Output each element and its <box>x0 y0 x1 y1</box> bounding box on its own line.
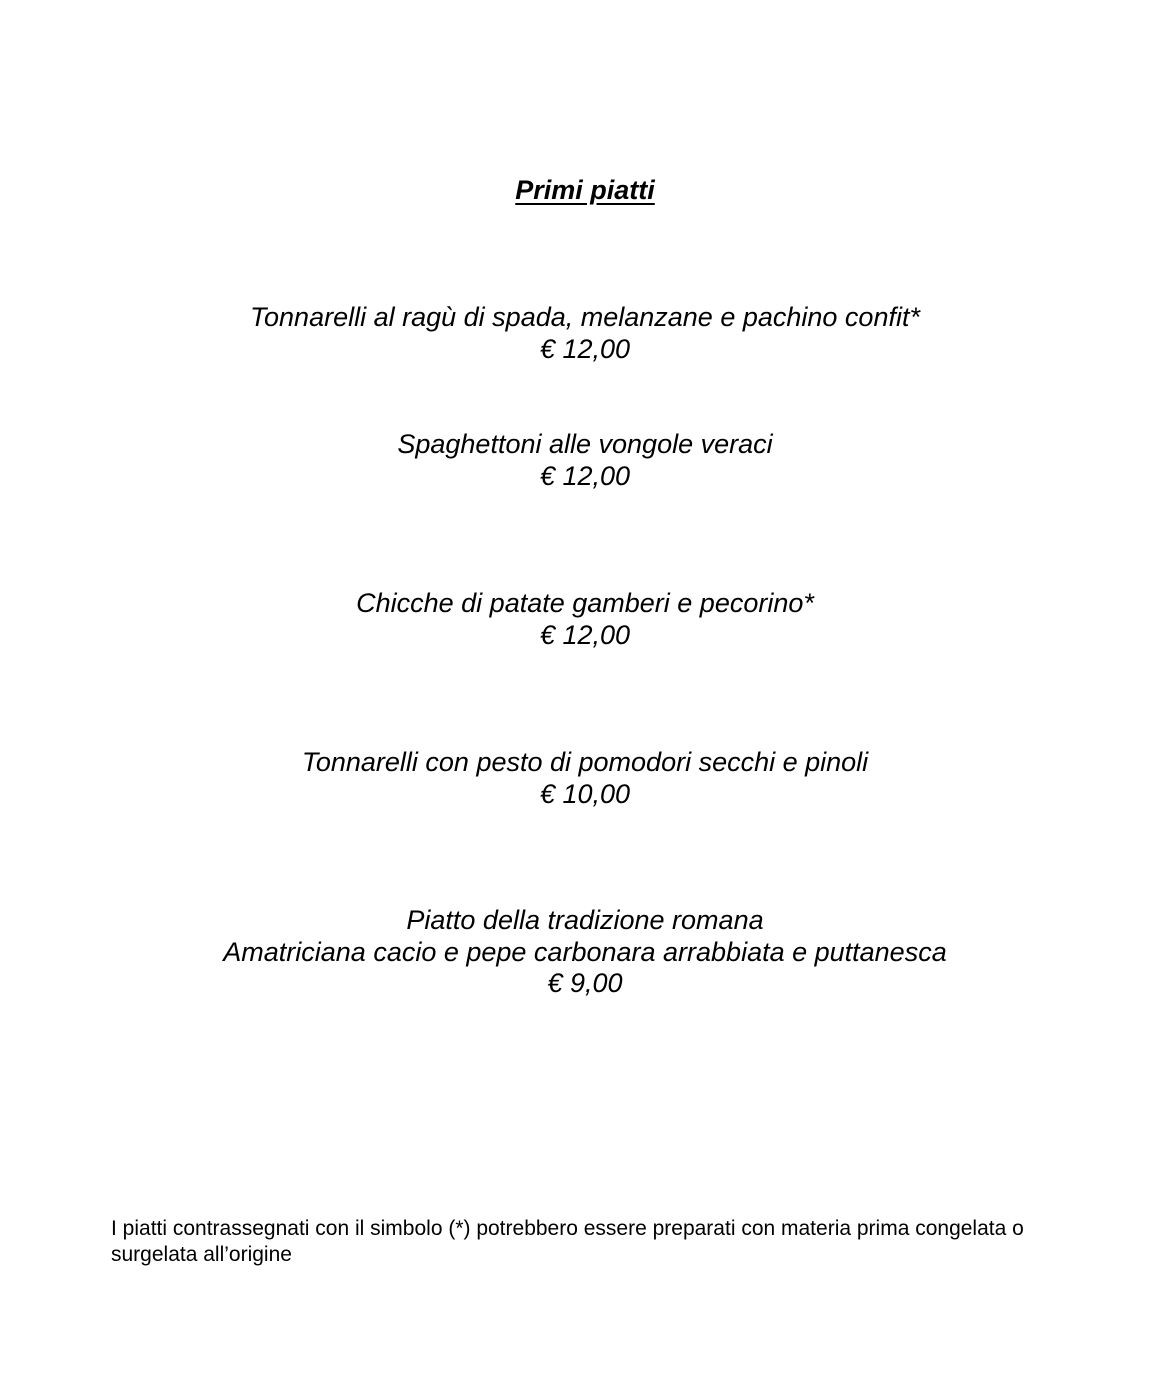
page-title: Primi piatti <box>515 175 655 205</box>
menu-item <box>0 302 1170 365</box>
dish-name: Piatto della tradizione romana <box>406 905 764 935</box>
dish-price: € 12,00 <box>539 460 631 491</box>
allergen-footnote <box>111 1216 1071 1268</box>
dish-price: € 12,00 <box>539 619 631 650</box>
dish-price: € 9,00 <box>547 968 623 998</box>
footnote-line: I piatti contrassegnati con il simbolo (*) potrebbero essere preparati con materia prima congelata o <box>111 1217 1024 1240</box>
menu-item <box>0 905 1170 1000</box>
dish-name: Tonnarelli con pesto di pomodori secchi e pinoli <box>301 747 869 777</box>
dish-name: Spaghettoni alle vongole veraci <box>397 429 773 459</box>
footnote-line: surgelata all’origine <box>111 1243 292 1266</box>
dish-subtitle: Amatriciana cacio e pepe carbonara arrabbiata e puttanesca <box>223 936 947 967</box>
menu-item <box>0 429 1170 492</box>
dish-name: Chicche di patate gamberi e pecorino* <box>356 588 814 618</box>
dish-price: € 12,00 <box>539 333 631 364</box>
menu-item <box>0 588 1170 651</box>
dish-price: € 10,00 <box>539 778 631 809</box>
dish-name: Tonnarelli al ragù di spada, melanzane e pachino confit* <box>250 302 920 332</box>
menu-item <box>0 747 1170 810</box>
